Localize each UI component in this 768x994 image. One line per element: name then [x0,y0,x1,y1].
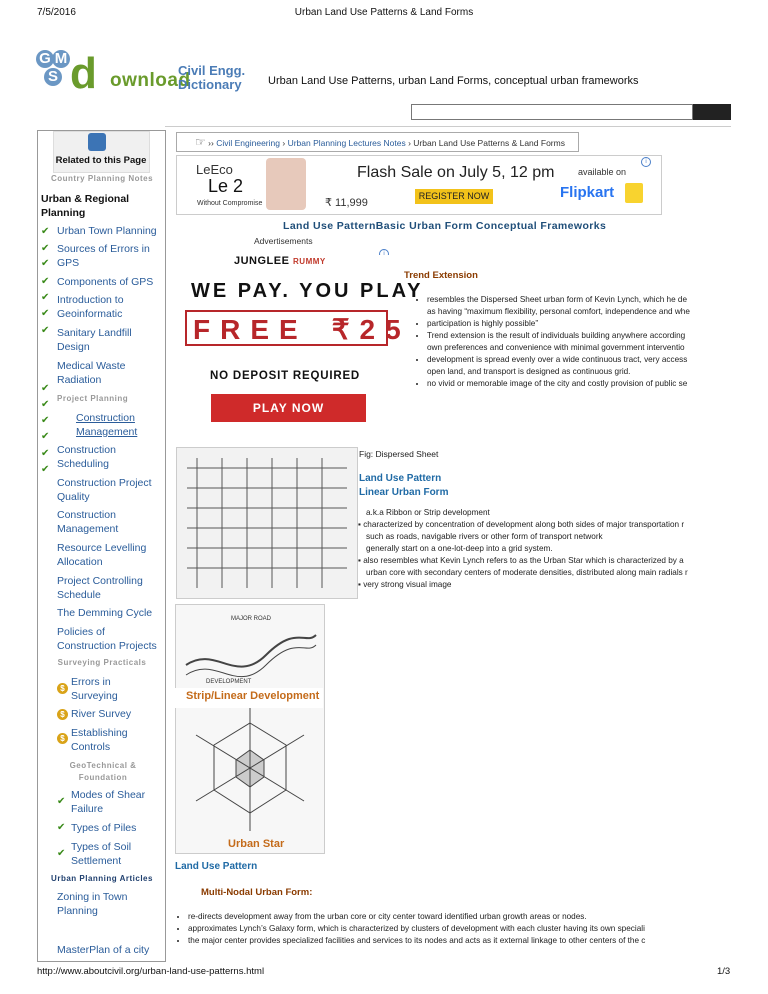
check-icon: ✔ [57,848,66,859]
sidebar-item-project-controlling[interactable]: Project Controlling Schedule [57,575,143,601]
check-icon: ✔ [41,415,50,426]
sidebar-item-soil-settlement[interactable]: Types of Soil Settlement [71,841,132,867]
section-surveying: Surveying Practicals [57,658,147,667]
flipkart-logo: Flipkart [560,184,615,201]
ad-free: FREE ₹25 [185,310,388,346]
sidebar-item-masterplan[interactable]: MasterPlan of a city [57,944,150,956]
breadcrumb: ☞ ›› Civil Engineering › Urban Planning Lectures Notes › Urban Land Use Patterns & Land Forms [176,132,579,152]
print-title: Urban Land Use Patterns & Land Forms [294,7,474,18]
sidebar-item-urban-town-planning[interactable]: Urban Town Planning [57,225,157,237]
check-icon: ✔ [41,464,50,475]
junglee-logo: JUNGLEE RUMMY [234,255,326,267]
check-icon: ✔ [41,258,50,269]
urban-star-label: Urban Star [228,838,285,850]
ad-price: ₹ 11,999 [325,197,368,209]
check-icon: ✔ [41,276,50,287]
sidebar-item-zoning[interactable]: Zoning in Town Planning [57,891,128,917]
sidebar-item-project-quality[interactable]: Construction Project Quality [57,477,152,503]
sidebar-item-resource-levelling[interactable]: Resource Levelling Allocation [57,542,147,568]
check-icon: ✔ [41,325,50,336]
breadcrumb-civil[interactable]: Civil Engineering [216,138,280,148]
money-bag-icon: $ [57,683,68,694]
land-use-pattern-heading: Land Use Pattern [175,861,258,872]
dispersed-sheet-figure [176,447,358,599]
check-icon: ✔ [57,796,66,807]
ad-info-icon[interactable]: i [641,157,651,167]
section-project-planning: Project Planning [57,394,129,403]
print-page-number: 1/3 [717,966,731,977]
multi-nodal-heading: Multi-Nodal Urban Form: [201,887,313,898]
check-icon: ✔ [57,822,66,833]
section-country-planning: Country Planning Notes [50,174,154,183]
sidebar-item-gps-components[interactable]: Components of GPS [57,276,154,288]
ad-tagline: Without Compromise [197,200,263,207]
strip-development-label: Strip/Linear Development [186,690,320,702]
ad-info-icon[interactable]: i [379,249,389,259]
check-icon: ✔ [41,292,50,303]
linear-form-heading: Land Use Pattern Linear Urban Form [359,473,449,498]
svg-text:DEVELOPMENT: DEVELOPMENT [206,679,252,685]
related-label: Related to this Page [55,155,147,166]
sidebar-item-errors-surveying[interactable]: Errors in Surveying [71,676,118,702]
breadcrumb-current: Urban Land Use Patterns & Land Forms [413,138,565,148]
site-title: Urban Land Use Patterns, urban Land Forms, conceptual urban frameworks [268,75,639,87]
check-icon: ✔ [41,399,50,410]
logo-download-text: ownload [110,70,191,91]
section-geotech: GeoTechnical & Foundation [69,761,137,782]
logo-d: d [70,49,97,98]
breadcrumb-urban-planning[interactable]: Urban Planning Lectures Notes [287,138,406,148]
check-icon: ✔ [41,431,50,442]
ad-available: available on [578,167,627,177]
money-bag-icon: $ [57,733,68,744]
sidebar-item-demming-cycle[interactable]: The Demming Cycle [57,607,153,619]
sidebar-item-sanitary-landfill[interactable]: Sanitary Landfill Design [57,327,132,353]
sidebar-item-policies[interactable]: Policies of Construction Projects [57,626,157,652]
site-logo[interactable] [36,46,191,98]
ad-wepay: WE PAY. YOU PLAY [191,280,424,302]
sidebar-item-geoinformatic[interactable]: Introduction to Geoinformatic [57,294,124,320]
divider [165,126,731,127]
svg-text:MAJOR ROAD: MAJOR ROAD [231,616,272,622]
pointing-hand-icon: ☞ [195,135,206,149]
logo-civil-engg: Civil Engg. Dictionary [178,63,246,92]
search-input[interactable] [411,104,693,120]
check-icon: ✔ [41,226,50,237]
leeco-logo: LeEco [196,162,233,177]
sidebar-item-river-survey[interactable]: River Survey [71,708,132,720]
ad-flash-sale: Flash Sale on July 5, 12 pm [357,164,555,181]
sidebar-item-types-of-piles[interactable]: Types of Piles [71,822,137,834]
figure-caption: Fig: Dispersed Sheet [359,449,439,459]
trend-list: • resembles the Dispersed Sheet urban form of Kevin Lynch, which he de as having “maximum flexibility, personal comfort, independence and whe • participation is highly possible” • Trend extension is the result of individuals building anywhere according own preferences and convenience with minimal government interventio • development is spread evenly over a wide continuous tract, very access open land, and transport is designed as continuous grid. • no vivid or memorable image of the city and costly provision of public se [415,294,733,390]
strip-star-figure [175,604,325,854]
trend-extension-heading: Trend Extension [404,270,478,281]
check-icon: ✔ [41,243,50,254]
sidebar-item-shear-failure[interactable]: Modes of Shear Failure [71,789,146,815]
check-icon: ✔ [41,383,50,394]
sidebar-item-construction-management-active[interactable]: Construction Management [76,412,138,438]
sidebar-item-establishing-controls[interactable]: Establishing Controls [71,727,128,753]
page-title: Land Use PatternBasic Urban Form Conceptual Frameworks [283,220,607,232]
print-date: 7/5/2016 [37,7,76,18]
flipkart-bag-icon [625,183,643,203]
le2-model: Le 2 [208,176,244,196]
section-urban-articles: Urban Planning Articles [51,874,153,883]
phone-image [266,158,306,210]
section-urban-regional: Urban & Regional Planning [41,193,130,219]
print-url: http://www.aboutcivil.org/urban-land-use-patterns.html [37,966,265,977]
ad-no-deposit: NO DEPOSIT REQUIRED [210,370,361,382]
gms-logo-icon: G M S [36,46,72,94]
sidebar-item-medical-waste[interactable]: Medical Waste Radiation [57,360,126,386]
multi-nodal-list: • re-directs development away from the urban core or city center toward identified urban growth areas or nodes. • approximates Lynch’s Galaxy form, which is characterized by clusters of development with each cluster having its own speciali • the major center provides specialized facilities and services to its nodes and acts as it external linkage to other centers of the c [176,911,734,947]
linear-list: a.k.a Ribbon or Strip development ▪ characterized by concentration of development along both sides of major transportation r such as roads, navigable rivers or other form of transport network generally start on a one-lot-deep into a grid system. ▪ also resembles what Kevin Lynch refers to as the Urban Star which is characterized by a urban core with secondary centers of moderate densities, distributed along main radials r ▪ very strong visual image [358,508,688,589]
sitemap-icon [88,133,106,151]
advertisements-label: Advertisements [254,236,313,246]
search-button[interactable] [693,104,731,120]
check-icon: ✔ [41,448,50,459]
sidebar-item-construction-management[interactable]: Construction Management [57,509,119,535]
money-bag-icon: $ [57,709,68,720]
sidebar-item-construction-scheduling[interactable]: Construction Scheduling [57,444,116,470]
sidebar-item-gps-errors[interactable]: Sources of Errors in GPS [57,243,150,269]
play-now-button[interactable]: PLAY NOW [211,394,366,422]
register-now-button[interactable]: REGISTER NOW [415,189,493,204]
check-icon: ✔ [41,308,50,319]
